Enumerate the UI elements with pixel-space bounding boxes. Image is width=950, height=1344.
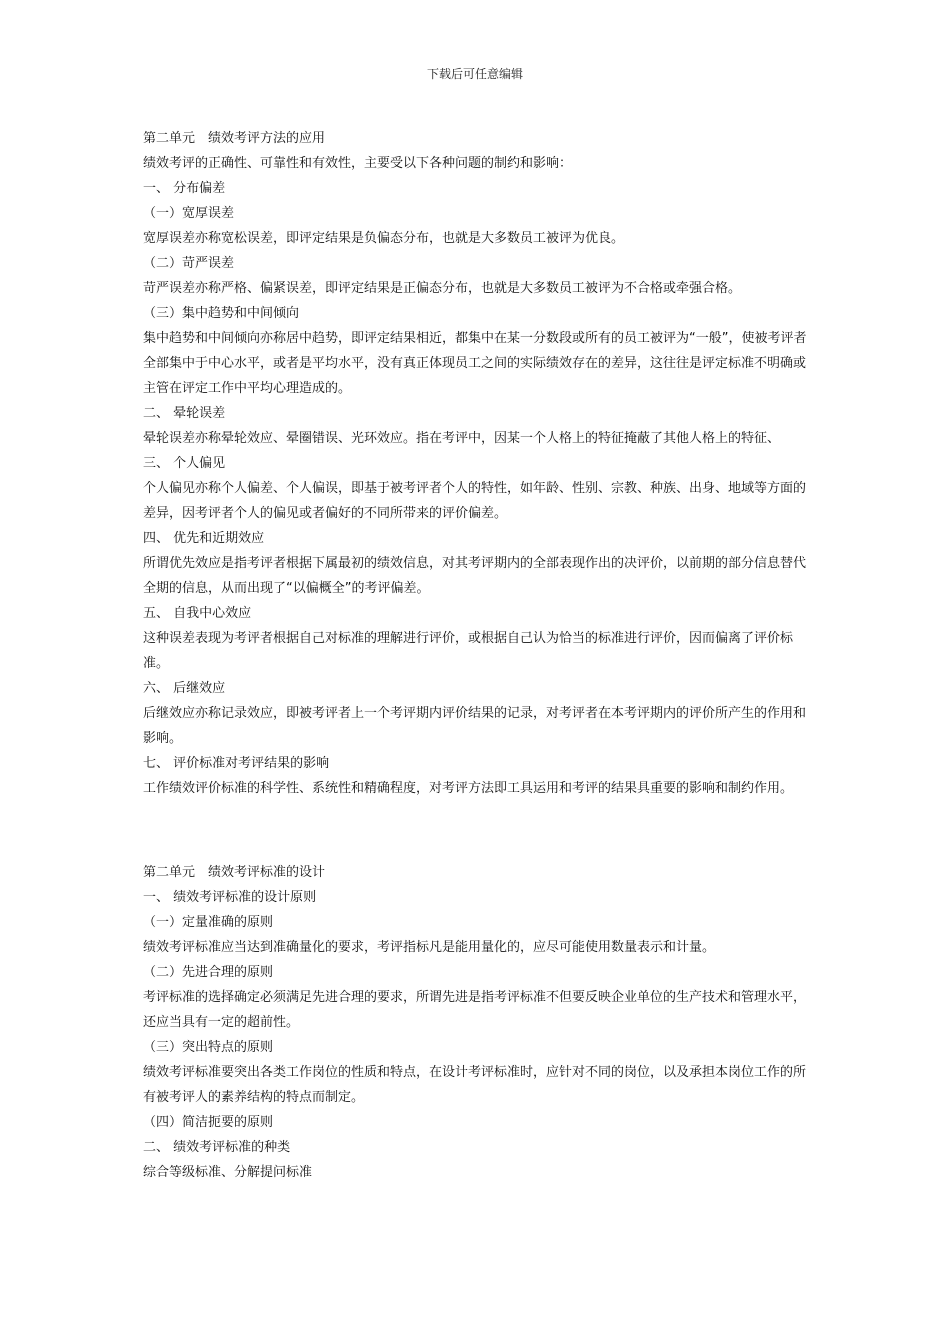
heading-carryover-effect: 六、 后继效应 xyxy=(143,681,226,696)
heading-standard-types: 二、 绩效考评标准的种类 xyxy=(143,1140,291,1155)
heading-halo-error: 二、 晕轮误差 xyxy=(143,406,226,421)
heading-central-tendency: （三）集中趋势和中间倾向 xyxy=(143,306,300,321)
paragraph-quantitative-accuracy: 绩效考评标准应当达到准确量化的要求，考评指标凡是能用量化的，应尽可能使用数量表示和计量。 xyxy=(143,940,716,955)
paragraph-advanced-reasonable: 考评标准的选择确定必须满足先进合理的要求，所谓先进是指考评标准不但要反映企业单位的生产技术和管理水平，还应当具有一定的超前性。 xyxy=(143,990,807,1030)
paragraph-halo-error: 晕轮误差亦称晕轮效应、晕圈错误、光环效应。指在考评中，因某一个人格上的特征掩蔽了其他人格上的特征、 xyxy=(143,431,781,446)
section-title: 第二单元 绩效考评标准的设计 xyxy=(143,865,326,880)
paragraph-primacy-recency: 所谓优先效应是指考评者根据下属最初的绩效信息，对其考评期内的全部表现作出的决评价，以前期的部分信息替代全期的信息，从而出现了“以偏概全”的考评偏差。 xyxy=(143,556,807,596)
paragraph-central-tendency: 集中趋势和中间倾向亦称居中趋势，即评定结果相近，都集中在某一分数段或所有的员工被评为“一般”，使被考评者全部集中于中心水平，或者是平均水平，没有真正体现员工之间的实际绩效存在的差异，这往往是评定标准不明确或主管在评定工作中平均心理造成的。 xyxy=(143,331,807,396)
heading-advanced-reasonable: （二）先进合理的原则 xyxy=(143,965,274,980)
heading-highlight-features: （三）突出特点的原则 xyxy=(143,1040,274,1055)
heading-primacy-recency: 四、 优先和近期效应 xyxy=(143,531,265,546)
heading-concise-principle: （四）简洁扼要的原则 xyxy=(143,1115,274,1130)
heading-distribution-bias: 一、 分布偏差 xyxy=(143,181,226,196)
heading-design-principles: 一、 绩效考评标准的设计原则 xyxy=(143,890,317,905)
header-note: 下载后可任意编辑 xyxy=(426,67,523,81)
paragraph-highlight-features: 绩效考评标准要突出各类工作岗位的性质和特点，在设计考评标准时，应针对不同的岗位，以及承担本岗位工作的所有被考评人的素养结构的特点而制定。 xyxy=(143,1065,807,1105)
paragraph-carryover-effect: 后继效应亦称记录效应，即被考评者上一个考评期内评价结果的记录，对考评者在本考评期内的评价所产生的作用和影响。 xyxy=(143,706,807,746)
section-title: 第二单元 绩效考评方法的应用 xyxy=(143,131,326,146)
heading-severity-error: （二）苛严误差 xyxy=(143,256,235,271)
heading-leniency-error: （一）宽厚误差 xyxy=(143,206,235,221)
paragraph-standard-types: 综合等级标准、分解提问标准 xyxy=(143,1165,313,1180)
paragraph-severity-error: 苛严误差亦称严格、偏紧误差，即评定结果是正偏态分布，也就是大多数员工被评为不合格或牵强合格。 xyxy=(143,281,742,296)
section-spacer xyxy=(143,801,808,860)
paragraph-standards-impact: 工作绩效评价标准的科学性、系统性和精确程度，对考评方法即工具运用和考评的结果具重要的影响和制约作用。 xyxy=(143,781,794,796)
paragraph-self-centered: 这种误差表现为考评者根据自己对标准的理解进行评价，或根据自己认为恰当的标准进行评价，因而偏离了评价标准。 xyxy=(143,631,794,671)
paragraph-leniency-error: 宽厚误差亦称宽松误差，即评定结果是负偏态分布，也就是大多数员工被评为优良。 xyxy=(143,231,625,246)
document-body xyxy=(143,126,808,1185)
heading-quantitative-accuracy: （一）定量准确的原则 xyxy=(143,915,274,930)
heading-personal-bias: 三、 个人偏见 xyxy=(143,456,226,471)
heading-self-centered: 五、 自我中心效应 xyxy=(143,606,252,621)
intro-paragraph: 绩效考评的正确性、可靠性和有效性，主要受以下各种问题的制约和影响： xyxy=(143,156,573,171)
heading-standards-impact: 七、 评价标准对考评结果的影响 xyxy=(143,756,330,771)
paragraph-personal-bias: 个人偏见亦称个人偏差、个人偏误，即基于被考评者个人的特性，如年龄、性别、宗教、种族、出身、地域等方面的差异，因考评者个人的偏见或者偏好的不同所带来的评价偏差。 xyxy=(143,481,807,521)
